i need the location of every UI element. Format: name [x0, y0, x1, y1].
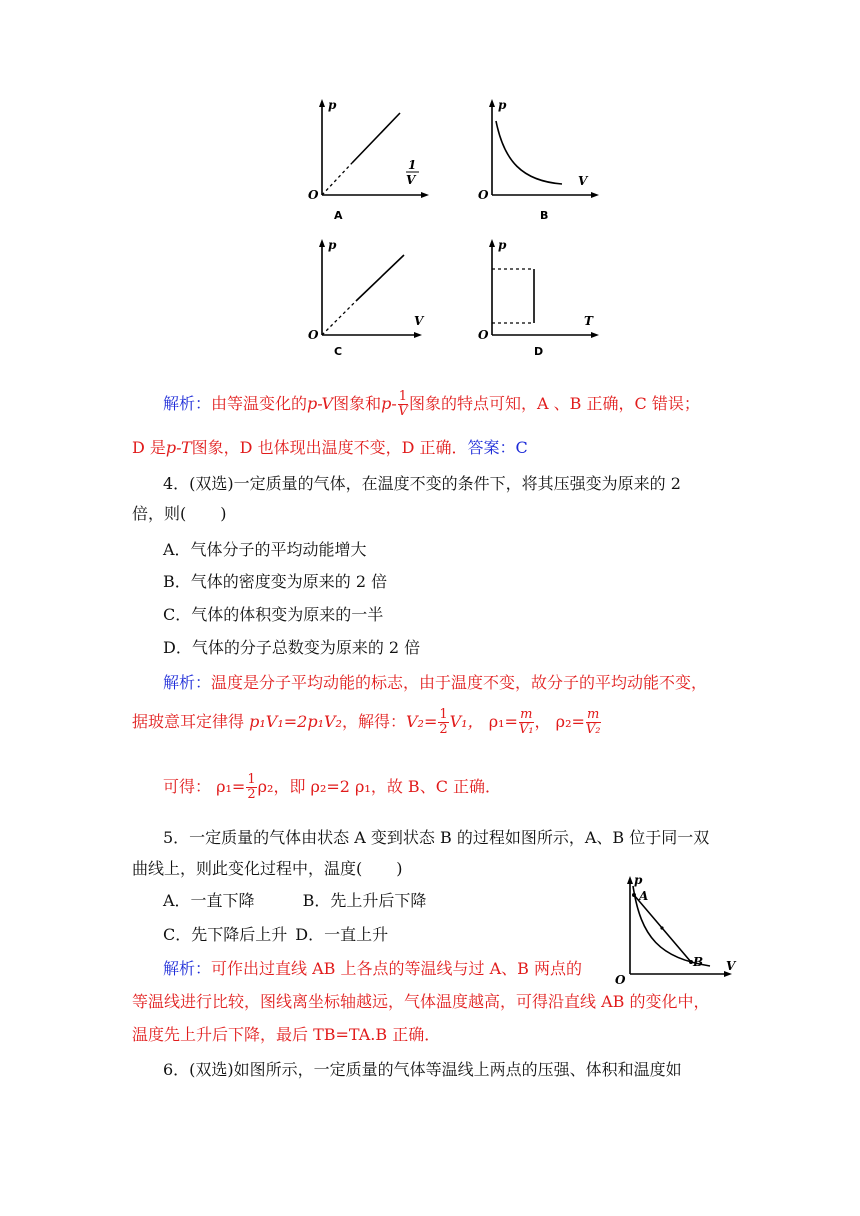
svg-text:V: V — [414, 314, 424, 328]
question-5-stem: 5．一定质量的气体由状态 A 变到状态 B 的过程如图所示，A、B 位于同一双 — [163, 828, 710, 847]
question-5-stem-cont: 曲线上，则此变化过程中，温度( ) — [132, 859, 403, 878]
svg-text:p: p — [634, 873, 643, 887]
svg-text:O: O — [308, 188, 319, 202]
q5-options-row-1: A．一直下降 B．先上升后下降 — [163, 891, 427, 910]
option-b: B．气体的密度变为原来的 2 倍 — [163, 572, 388, 591]
option-c: C．气体的体积变为原来的一半 — [163, 605, 384, 624]
svg-text:p: p — [328, 238, 337, 252]
svg-text:O: O — [478, 188, 489, 202]
svg-text:B: B — [540, 209, 549, 222]
svg-text:C: C — [334, 345, 343, 358]
figure-a — [300, 95, 440, 225]
solution-4-line-3: 可得： ρ₁= $\frac{1}{2}$ ρ₂，即 ρ₂=2 ρ₁，故 B、C 正确． — [163, 772, 502, 802]
svg-text:1: 1 — [408, 158, 417, 172]
svg-text:D: D — [534, 345, 544, 358]
figure-d — [470, 235, 610, 365]
svg-text:p: p — [498, 98, 507, 112]
question-4-stem-cont: 倍，则( ) — [132, 504, 227, 523]
option-a: A．气体分子的平均动能增大 — [163, 540, 367, 559]
solution-5-line-3: 温度先上升后下降，最后 TB=TA.B 正确． — [132, 1025, 441, 1044]
solution-4-line-1: 解析：温度是分子平均动能的标志，由于温度不变，故分子的平均动能不变， — [163, 673, 708, 692]
svg-text:A: A — [639, 889, 649, 903]
q5-options-row-2: C．先下降后上升 D．一直上升 — [163, 925, 389, 944]
svg-text:O: O — [308, 328, 319, 342]
figure-caption: A — [334, 209, 343, 222]
svg-text:O: O — [478, 328, 489, 342]
question-4-stem: 4．(双选)一定质量的气体，在温度不变的条件下，将其压强变为原来的 2 — [163, 474, 681, 493]
figure-q5 — [610, 868, 740, 988]
svg-text:O: O — [615, 973, 626, 987]
option-d: D．气体的分子总数变为原来的 2 倍 — [163, 638, 421, 657]
figure-b — [470, 95, 610, 225]
svg-text:V: V — [578, 174, 588, 188]
svg-text:B: B — [693, 955, 704, 969]
solution-3-line-1: 解析：由等温变化的p-V图象和p- $\frac{1}{V}$ 图象的特点可知，A 、B 正确，C 错误； — [163, 389, 700, 419]
question-6-stem: 6．(双选)如图所示，一定质量的气体等温线上两点的压强、体积和温度如 — [163, 1060, 682, 1079]
figure-c — [300, 235, 440, 365]
svg-text:V: V — [726, 959, 736, 973]
axis-label-p: p — [328, 98, 337, 112]
solution-4-line-2: 据玻意耳定律得 p₁V₁=2p₁V₂，解得：V₂= $\frac{1}{2}$ V₁， ρ₁= $\frac{m}{\text{V₁}}$ ， ρ₂= $\frac{m}{\text{V₂}}$ — [132, 707, 601, 737]
svg-text:V: V — [406, 173, 416, 187]
svg-text:p: p — [498, 238, 507, 252]
svg-text:T: T — [584, 314, 593, 328]
solution-5-line-1: 解析：可作出过直线 AB 上各点的等温线与过 A、B 两点的 — [163, 959, 582, 978]
solution-3-line-2: D 是p-T图象，D 也体现出温度不变，D 正确．答案：C — [132, 438, 528, 457]
solution-5-line-2: 等温线进行比较，图线离坐标轴越远，气体温度越高，可得沿直线 AB 的变化中， — [132, 992, 710, 1011]
